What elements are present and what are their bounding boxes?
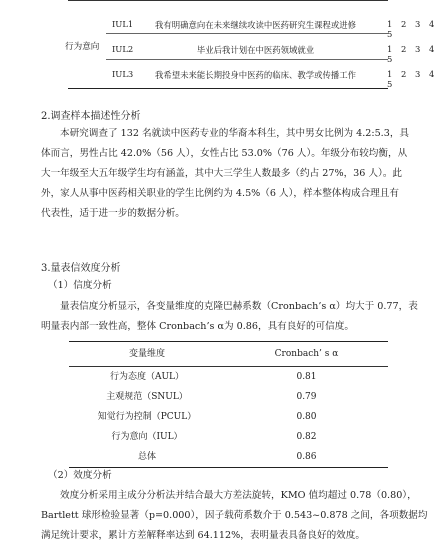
table-header-row: [69, 344, 388, 364]
paragraph-line: 量表信度分析显示，各变量维度的克隆巴赫系数（Cronbach’s α）均大于 0.77，表: [60, 301, 418, 312]
paragraph-line: Bartlett 球形检验显著（p=0.000），因子载荷系数介于 0.543~0.878 之间，各项数据均: [41, 510, 428, 521]
table-row: [69, 387, 388, 407]
alpha-cell: 0.86: [296, 452, 317, 462]
table-row: [69, 407, 388, 427]
group-label: 行为意向: [65, 42, 100, 52]
table-row: [69, 427, 388, 447]
paragraph-line: 明量表内部一致性高，整体 Cronbach’s α为 0.86，具有良好的可信度。: [41, 321, 354, 332]
paragraph-line: 代表性，适于进一步的数据分析。: [41, 208, 185, 219]
dimension-cell: 行为意向（IUL）: [111, 432, 183, 442]
column-header: Cronbach’ s α: [274, 349, 339, 359]
paragraph-line: 满足统计要求，累计方差解释率达到 64.112%，表明量表具备良好的效度。: [41, 530, 365, 541]
table-top-rule: [69, 341, 388, 342]
alpha-cell: 0.79: [296, 392, 317, 402]
paragraph-line: 大一年级至大五年级学生均有涵盖，其中大三学生人数最多（约占 27%，36 人）。此: [41, 168, 403, 179]
validity-paragraph: [41, 486, 436, 546]
item-text: 我有明确意向在未来继续攻读中医药研究生课程或进修: [155, 20, 356, 30]
paragraph-line: 体而言，男性占比 42.0%（56 人），女性占比 53.0%（76 人）。年级分布较均衡，从: [41, 148, 408, 159]
paragraph-line: 外，家人从事中医药相关职业的学生比例约为 4.5%（6 人），样本整体构成合理且有: [41, 188, 399, 199]
subheading: （1）信度分析: [48, 280, 112, 291]
item-scale: 1 2 3 4 5: [387, 69, 438, 89]
paragraph-line: 本研究调查了 132 名就读中医药专业的华裔本科生，其中男女比例为 4.2:5.3，具: [60, 128, 410, 139]
table-row: [69, 447, 388, 467]
item-scale: 1 2 3 4 5: [387, 44, 438, 64]
dimension-cell: 知觉行为控制（PCUL）: [97, 412, 197, 422]
item-scale: 1 2 3 4 5: [387, 19, 438, 39]
alpha-cell: 0.82: [296, 432, 317, 442]
item-code: IUL3: [112, 69, 134, 79]
column-header: 变量维度: [128, 349, 165, 359]
table-bottom-rule: [69, 467, 388, 468]
item-text: 我希望未来能长期投身中医药的临床、教学或传播工作: [155, 70, 356, 80]
item-code: IUL2: [112, 44, 134, 54]
subheading: （2）效度分析: [48, 470, 112, 481]
item-code: IUL1: [112, 19, 134, 29]
dimension-cell: 主观规范（SNUL）: [106, 392, 188, 402]
dimension-cell: 总体: [137, 452, 156, 462]
table-row: [69, 367, 388, 387]
alpha-cell: 0.80: [296, 412, 317, 422]
paragraph-line: 效度分析采用主成分分析法并结合最大方差法旋转，KMO 值均超过 0.78（0.80），: [60, 490, 417, 501]
dimension-cell: 行为态度（AUL）: [109, 372, 185, 382]
section-heading: 3.量表信效度分析: [41, 263, 121, 274]
alpha-cell: 0.81: [296, 372, 317, 382]
item-text: 毕业后我计划在中医药领域就业: [196, 45, 315, 55]
section-heading: 2.调查样本描述性分析: [41, 111, 141, 122]
